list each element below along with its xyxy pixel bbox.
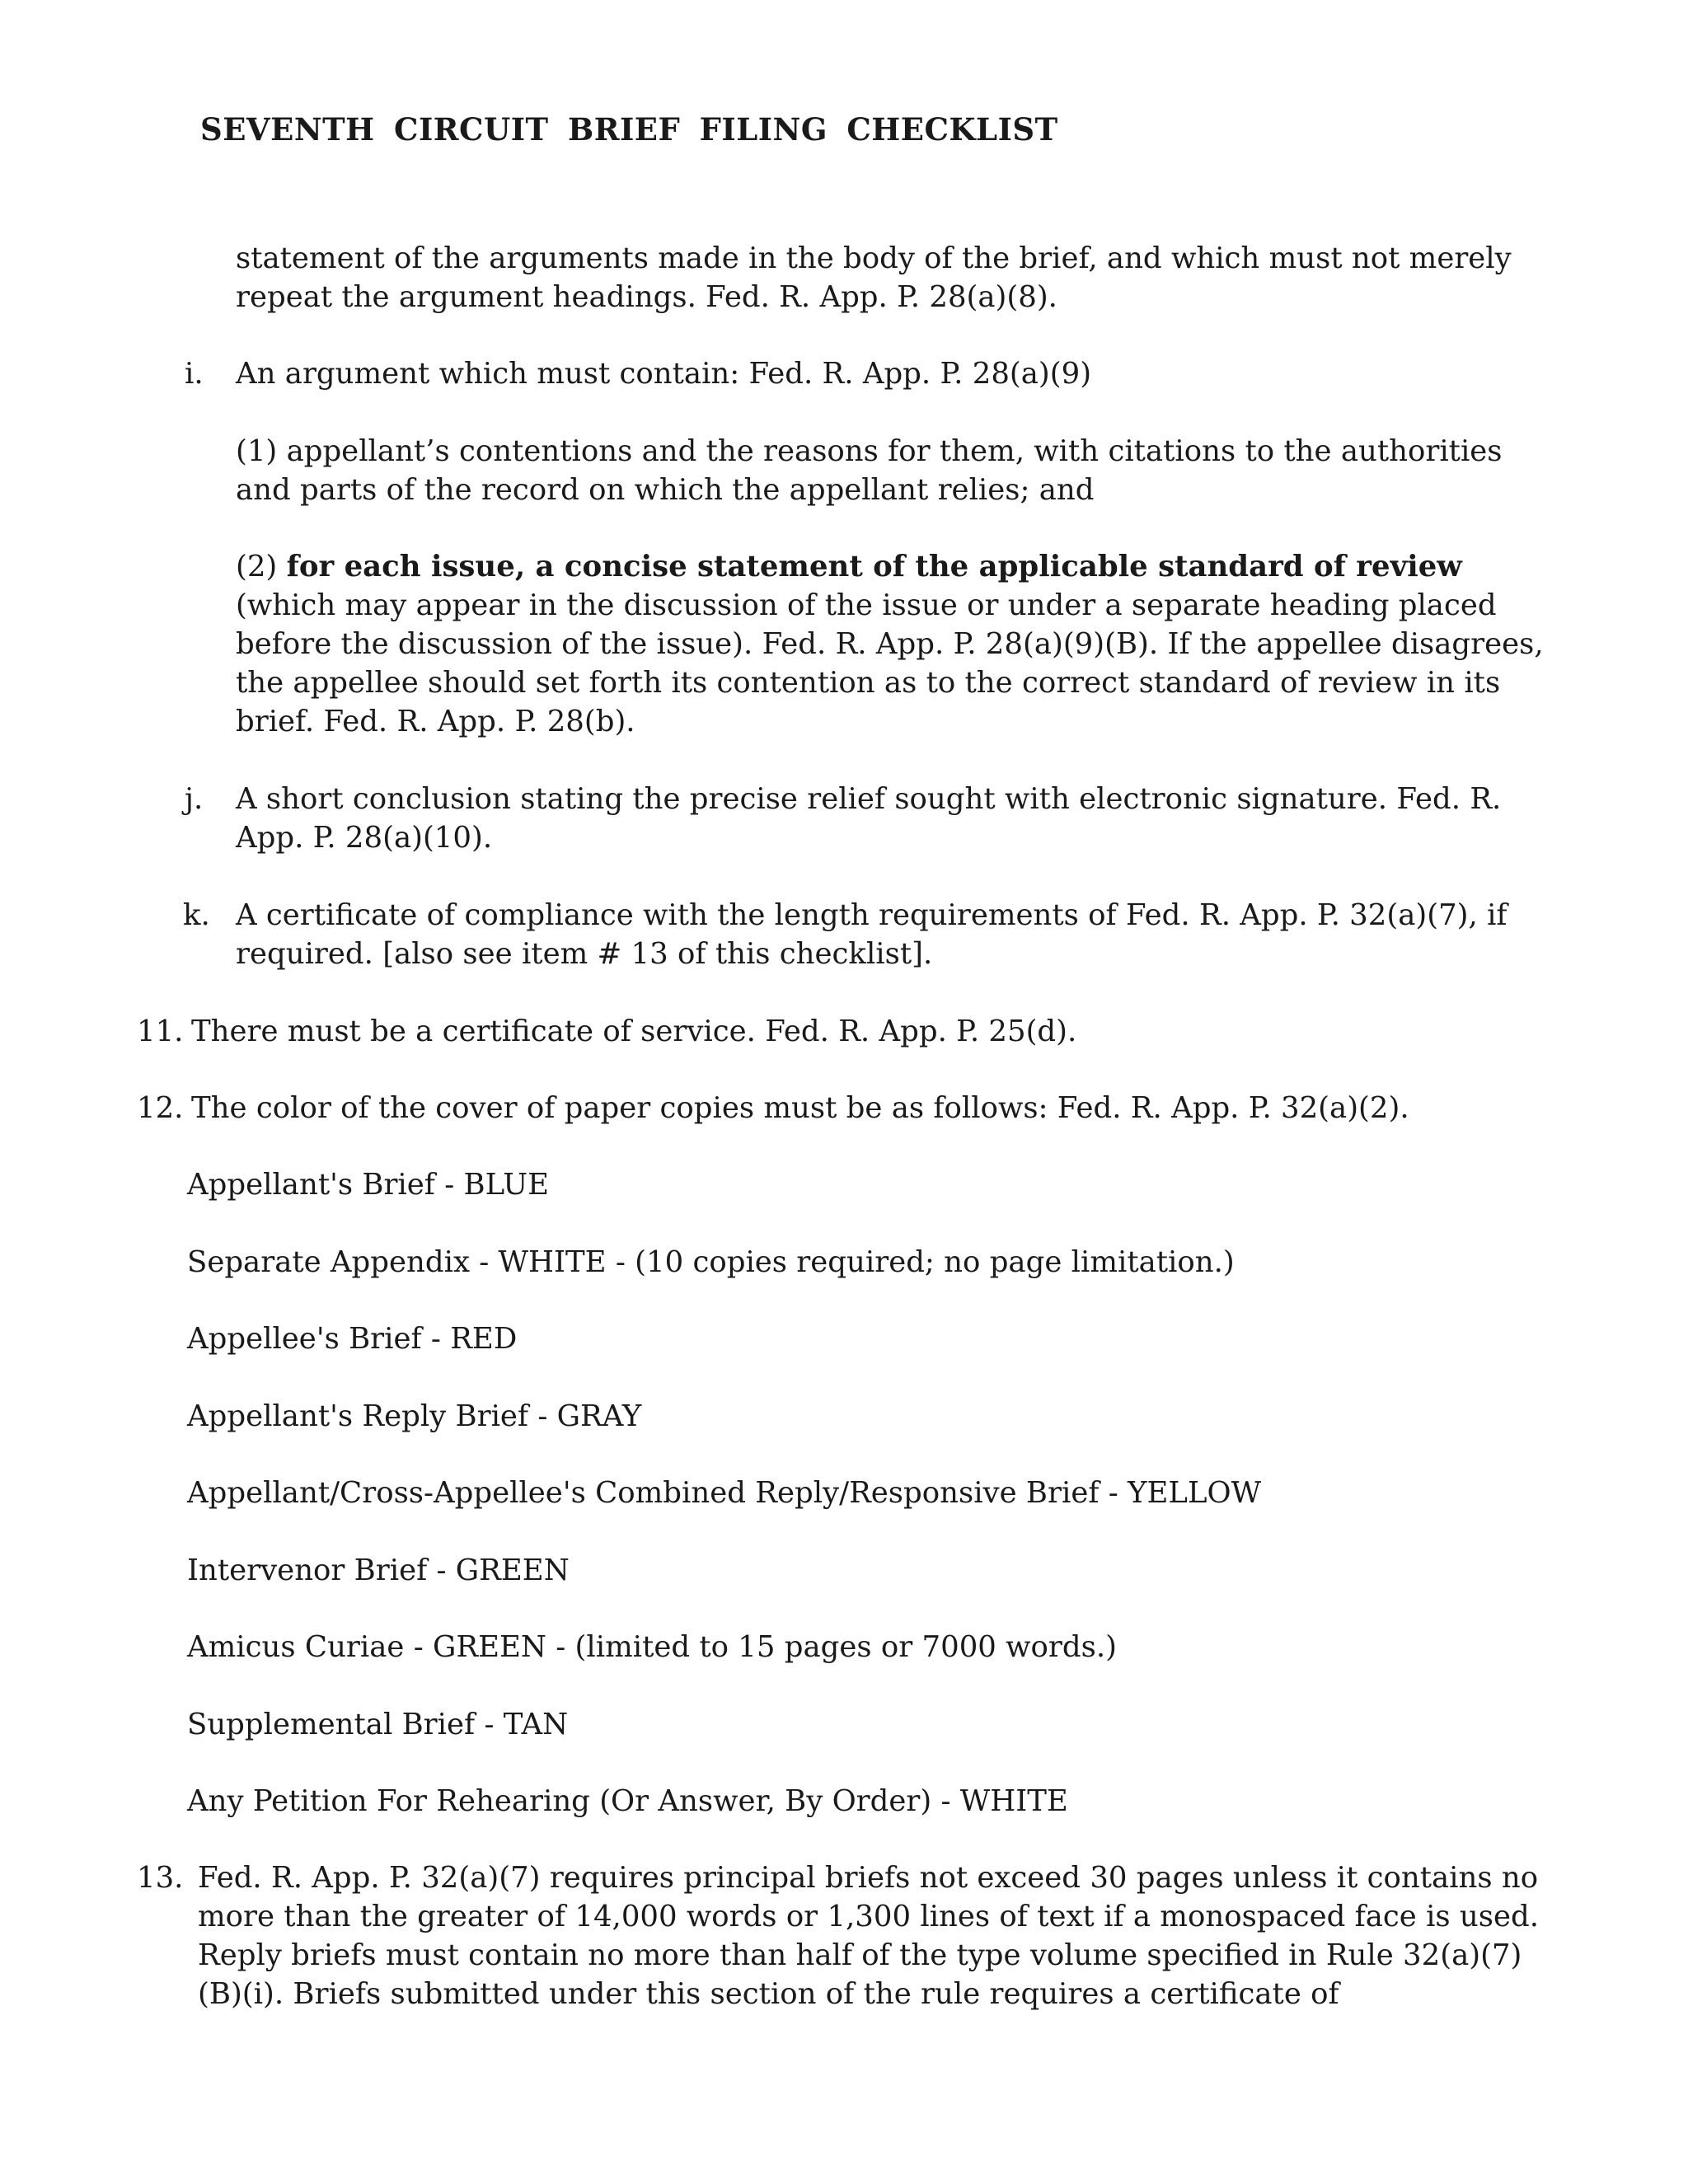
cover-color-item: Intervenor Brief - GREEN — [187, 1554, 570, 1587]
item-j-marker: j. — [185, 782, 204, 816]
page-title: SEVENTH CIRCUIT BRIEF FILING CHECKLIST — [200, 111, 1058, 148]
item-12-marker: 12. — [137, 1091, 184, 1125]
cover-color-item: Appellee's Brief - RED — [187, 1322, 518, 1356]
item-i-sub2-prefix: (2) — [236, 550, 287, 583]
item-11-text: There must be a certificate of service. Fed. R. App. P. 25(d). — [191, 1015, 1077, 1048]
cover-color-item: Appellant/Cross-Appellee's Combined Reply/Responsive Brief - YELLOW — [187, 1476, 1262, 1510]
item-13-text: Fed. R. App. P. 32(a)(7) requires principal briefs not exceed 30 pages unless it contains no more than the greater of 14,000 words or 1,300 lines of text if a monospaced face is used. Reply briefs must contain no more than half of the type volume specified in Rule 32(a)(7)(B)(i). Briefs submitted under this section of the rule requires a certificate of — [198, 1861, 1540, 2011]
item-13-marker: 13. — [137, 1861, 184, 1895]
cover-color-item: Appellant's Reply Brief - GRAY — [187, 1399, 642, 1433]
item-i-sub2-bold: for each issue, a concise statement of the applicable standard of review — [286, 550, 1462, 583]
item-i-marker: i. — [185, 357, 204, 391]
item-12-text: The color of the cover of paper copies must be as follows: Fed. R. App. P. 32(a)(2). — [191, 1091, 1409, 1125]
item-11-marker: 11. — [137, 1015, 184, 1048]
item-i-text: An argument which must contain: Fed. R. App. P. 28(a)(9) — [236, 357, 1092, 391]
cover-color-item: Appellant's Brief - BLUE — [187, 1168, 550, 1202]
cover-color-item: Amicus Curiae - GREEN - (limited to 15 pages or 7000 words.) — [187, 1630, 1117, 1664]
item-i-sub2-rest: (which may appear in the discussion of the issue or under a separate heading placed before the discussion of the issue). Fed. R. App. P. 28(a)(9)(B). If the appellee disagrees, the appellee should set forth its contention as to the correct standard of review in its brief. Fed. R. App. P. 28(b). — [236, 588, 1544, 738]
item-i-sub2 — [236, 547, 1563, 741]
item-k-marker: k. — [183, 898, 210, 932]
item-k-text: A certificate of compliance with the length requirements of Fed. R. App. P. 32(a)(7), if required. [also see item # 13 of this checklist]. — [236, 898, 1507, 971]
continuation-paragraph: statement of the arguments made in the body of the brief, and which must not merely repeat the argument headings. Fed. R. App. P. 28(a)(8). — [236, 241, 1512, 314]
cover-color-item: Supplemental Brief - TAN — [187, 1708, 569, 1741]
cover-color-item: Separate Appendix - WHITE - (10 copies required; no page limitation.) — [187, 1245, 1235, 1279]
cover-color-item: Any Petition For Rehearing (Or Answer, By Order) - WHITE — [187, 1784, 1068, 1818]
item-i-sub1: (1) appellant’s contentions and the reasons for them, with citations to the authorities and parts of the record on which the appellant relies; and — [236, 434, 1503, 507]
item-j-text: A short conclusion stating the precise relief sought with electronic signature. Fed. R. App. P. 28(a)(10). — [236, 782, 1502, 855]
